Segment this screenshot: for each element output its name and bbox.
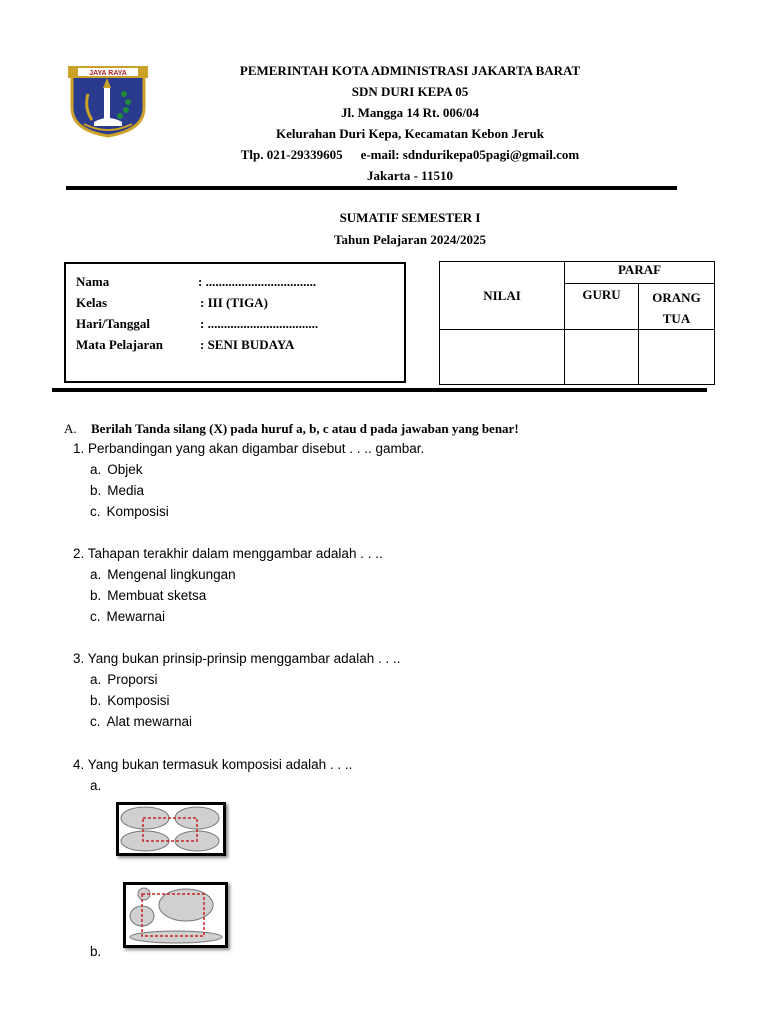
mapel-value: : SENI BUDAYA xyxy=(200,337,295,352)
composition-image-asymmetric xyxy=(123,882,228,948)
guru-sign-cell xyxy=(565,330,639,385)
option: c. Mewarnai xyxy=(90,609,166,624)
hari-label: Hari/Tanggal xyxy=(76,316,150,331)
option: b. Media xyxy=(90,483,145,498)
city-postal: Jakarta - 11510 xyxy=(367,168,453,183)
kelas-value: : III (TIGA) xyxy=(200,295,268,310)
question-1 xyxy=(73,441,424,456)
tua-text: TUA xyxy=(662,311,691,326)
nama-label: Nama xyxy=(76,274,110,289)
orang-tua-header xyxy=(639,284,715,330)
question-3 xyxy=(73,651,400,666)
school-name: SDN DURI KEPA 05 xyxy=(351,84,469,99)
guru-header: GURU xyxy=(565,284,639,330)
school-year: Tahun Pelajaran 2024/2025 xyxy=(334,232,486,247)
nama-value: : .................................. xyxy=(198,274,317,289)
email: e-mail: sdndurikepa05pagi@gmail.com xyxy=(360,147,580,162)
student-info-box xyxy=(64,262,406,383)
nilai-cell xyxy=(440,330,565,385)
option: b. Membuat sketsa xyxy=(90,588,207,603)
option: a. xyxy=(90,778,102,793)
option: c. Komposisi xyxy=(90,504,169,519)
composition-image-symmetric xyxy=(116,802,226,856)
section-instruction: Berilah Tanda silang (X) pada huruf a, b, c atau d pada jawaban yang benar! xyxy=(91,421,519,436)
option: c. Alat mewarnai xyxy=(90,714,193,729)
header-divider xyxy=(66,186,677,190)
question-number: 4. xyxy=(73,757,85,772)
option: a. Proporsi xyxy=(90,672,158,687)
kelas-label: Kelas xyxy=(76,295,108,310)
section-letter: A. xyxy=(64,421,77,436)
contact-line xyxy=(140,147,680,163)
parent-sign-cell xyxy=(639,330,715,385)
govt-name: PEMERINTAH KOTA ADMINISTRASI JAKARTA BARAT xyxy=(239,63,581,78)
question-text: Yang bukan prinsip-prinsip menggambar adalah . . .. xyxy=(87,651,401,666)
question-text: Yang bukan termasuk komposisi adalah . . .. xyxy=(87,757,353,772)
question-4 xyxy=(73,757,352,772)
address: Jl. Mangga 14 Rt. 006/04 xyxy=(341,105,479,120)
hari-value: : .................................. xyxy=(200,316,319,331)
question-text: Tahapan terakhir dalam menggambar adalah . . .. xyxy=(87,546,383,561)
option: b. xyxy=(90,944,102,959)
jakarta-emblem-logo xyxy=(64,64,152,138)
info-divider xyxy=(52,388,707,392)
question-number: 2. xyxy=(73,546,85,561)
question-2 xyxy=(73,546,383,561)
orang-text: ORANG xyxy=(652,290,701,305)
phone: Tlp. 021-29339605 xyxy=(240,147,343,162)
question-number: 3. xyxy=(73,651,85,666)
district: Kelurahan Duri Kepa, Kecamatan Kebon Jeruk xyxy=(276,126,544,141)
score-table xyxy=(439,261,715,385)
exam-title: SUMATIF SEMESTER I xyxy=(339,210,481,225)
option: a. Objek xyxy=(90,462,143,477)
nilai-header: NILAI xyxy=(440,262,565,330)
option: a. Mengenal lingkungan xyxy=(90,567,236,582)
svg-text:JAYA RAYA: JAYA RAYA xyxy=(89,70,127,77)
question-number: 1. xyxy=(73,441,85,456)
mapel-label: Mata Pelajaran xyxy=(76,337,164,352)
option: b. Komposisi xyxy=(90,693,170,708)
paraf-header: PARAF xyxy=(565,262,715,284)
question-text: Perbandingan yang akan digambar disebut . . .. gambar. xyxy=(88,441,425,456)
